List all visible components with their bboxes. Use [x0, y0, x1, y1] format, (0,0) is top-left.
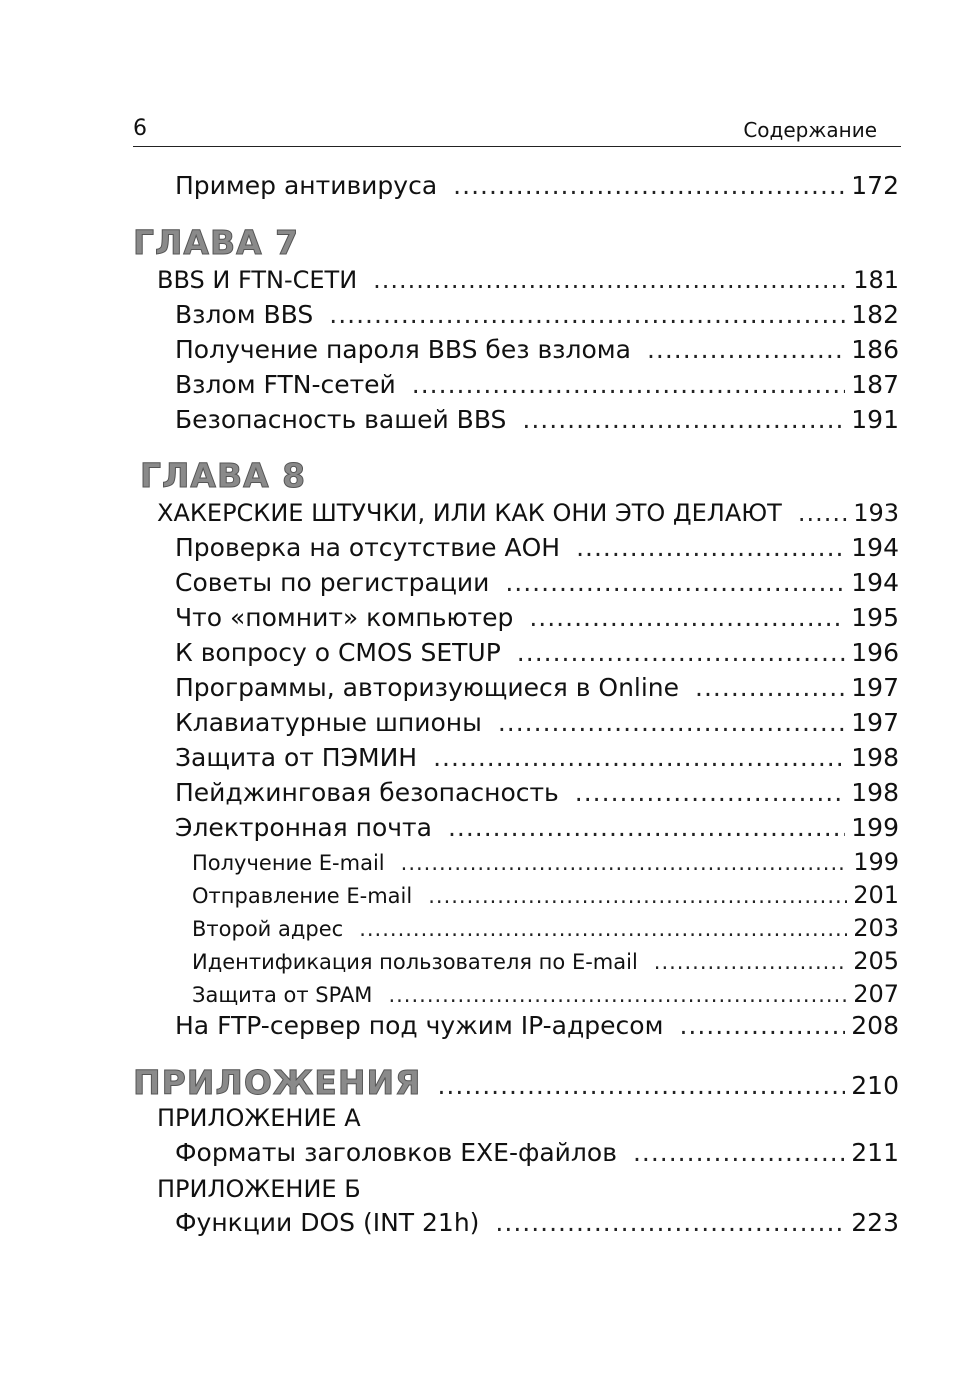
toc-entry-page: 198 — [851, 743, 899, 772]
toc-entry-page: 211 — [851, 1138, 899, 1167]
toc-entry — [175, 603, 899, 632]
toc-entry — [175, 568, 899, 597]
toc-entry-label: Пейджинговая безопасность — [175, 778, 559, 807]
toc-entry-page: 172 — [851, 171, 899, 200]
dot-leader — [498, 708, 845, 737]
dot-leader — [495, 1208, 845, 1237]
toc-entry-page: 186 — [851, 335, 899, 364]
toc-entry — [175, 778, 899, 807]
toc-entry-label: Функции DOS (INT 21h) — [175, 1208, 480, 1237]
appendices-title: ПРИЛОЖЕНИЯ — [133, 1063, 422, 1102]
toc-entry — [175, 708, 899, 737]
toc-subentry — [192, 881, 899, 909]
dot-leader — [633, 1138, 845, 1167]
appendix-b-label: ПРИЛОЖЕНИЕ Б — [157, 1175, 361, 1203]
dot-leader — [448, 813, 845, 842]
toc-entry-page: 208 — [851, 1011, 899, 1040]
dot-leader — [679, 1011, 845, 1040]
dot-leader — [529, 603, 845, 632]
appendices-heading — [133, 1063, 899, 1102]
toc-entry — [175, 743, 899, 772]
toc-entry — [175, 1011, 899, 1040]
toc-subentry-label: Получение E-mail — [192, 851, 385, 875]
toc-entry-page: 187 — [851, 370, 899, 399]
toc-section — [157, 266, 899, 294]
toc-entry-label: Защита от ПЭМИН — [175, 743, 418, 772]
page-header — [133, 112, 901, 147]
toc-entry-page: 194 — [851, 568, 899, 597]
toc-entry — [175, 300, 899, 329]
toc-section — [157, 499, 899, 527]
toc-subentry-label: Отправление E-mail — [192, 884, 413, 908]
toc-entry-page: 223 — [851, 1208, 899, 1237]
dot-leader — [647, 335, 845, 364]
toc-entry — [175, 405, 899, 434]
toc-entry-label: На FTP-сервер под чужим IP-адресом — [175, 1011, 664, 1040]
toc-entry-label: Электронная почта — [175, 813, 432, 842]
toc-section-page: 181 — [853, 266, 899, 294]
toc-entry-label: Советы по регистрации — [175, 568, 490, 597]
toc-subentry-label: Защита от SPAM — [192, 983, 373, 1007]
toc-section-label: BBS И FTN-СЕТИ — [157, 266, 358, 294]
toc-subentry — [192, 947, 899, 975]
toc-entry-label: Что «помнит» компьютер — [175, 603, 514, 632]
toc-entry-label: Форматы заголовков EXE-файлов — [175, 1138, 617, 1167]
toc-entry-page: 191 — [851, 405, 899, 434]
toc-entry-label: К вопросу о CMOS SETUP — [175, 638, 501, 667]
toc-subentry — [192, 980, 899, 1008]
toc-entry-label: Программы, авторизующиеся в Online — [175, 673, 680, 702]
toc-subentry-label: Идентификация пользователя по E-mail — [192, 950, 638, 974]
dot-leader — [401, 851, 848, 875]
toc-subentry-page: 203 — [853, 914, 899, 942]
dot-leader — [359, 917, 847, 941]
chapter-8-heading: ГЛАВА 8 — [140, 456, 307, 495]
toc-entry-page: 197 — [851, 708, 899, 737]
toc-entry-label: Безопасность вашей BBS — [175, 405, 507, 434]
toc-subentry-page: 201 — [853, 881, 899, 909]
toc-subentry — [192, 914, 899, 942]
dot-leader — [388, 983, 847, 1007]
toc-entry-page: 194 — [851, 533, 899, 562]
dot-leader — [437, 1071, 845, 1100]
toc-entry-page: 198 — [851, 778, 899, 807]
dot-leader — [522, 405, 845, 434]
toc-entry — [175, 533, 899, 562]
page-number: 6 — [133, 116, 147, 141]
toc-subentry-page: 199 — [853, 848, 899, 876]
toc-entry — [175, 370, 899, 399]
toc-subentry-label: Второй адрес — [192, 917, 344, 941]
dot-leader — [576, 533, 845, 562]
chapter-7-heading: ГЛАВА 7 — [133, 223, 300, 262]
toc-entry-label: Проверка на отсутствие АОН — [175, 533, 561, 562]
running-title: Содержание — [743, 118, 877, 142]
toc-entry-label: Взлом BBS — [175, 300, 314, 329]
toc-section-page: 193 — [853, 499, 899, 527]
toc-entry — [175, 813, 899, 842]
toc-entry-page: 197 — [851, 673, 899, 702]
toc-entry — [175, 335, 899, 364]
dot-leader — [505, 568, 845, 597]
toc-entry — [175, 1138, 899, 1167]
toc-entry-page: 182 — [851, 300, 899, 329]
appendices-page: 210 — [851, 1071, 899, 1100]
dot-leader — [575, 778, 846, 807]
toc-entry-label: Получение пароля BBS без взлома — [175, 335, 631, 364]
dot-leader — [373, 266, 847, 294]
dot-leader — [695, 673, 845, 702]
toc-entry-label: Взлом FTN-сетей — [175, 370, 396, 399]
dot-leader — [517, 638, 845, 667]
toc-entry-label: Пример антивируса — [175, 171, 438, 200]
dot-leader — [654, 950, 847, 974]
toc-entry-label: Клавиатурные шпионы — [175, 708, 482, 737]
toc-entry-page: 199 — [851, 813, 899, 842]
toc-entry — [175, 1208, 899, 1237]
toc-entry — [175, 638, 899, 667]
dot-leader — [412, 370, 846, 399]
dot-leader — [798, 499, 847, 527]
toc-subentry-page: 205 — [853, 947, 899, 975]
appendix-a-label: ПРИЛОЖЕНИЕ А — [157, 1104, 361, 1132]
toc-section-label: ХАКЕРСКИЕ ШТУЧКИ, ИЛИ КАК ОНИ ЭТО ДЕЛАЮТ — [157, 499, 782, 527]
toc-entry — [175, 171, 899, 200]
toc-subentry-page: 207 — [853, 980, 899, 1008]
toc-subentry — [192, 848, 899, 876]
toc-entry-page: 195 — [851, 603, 899, 632]
dot-leader — [453, 171, 845, 200]
dot-leader — [433, 743, 845, 772]
toc-entry — [175, 673, 899, 702]
dot-leader — [329, 300, 845, 329]
toc-entry-page: 196 — [851, 638, 899, 667]
dot-leader — [428, 884, 847, 908]
